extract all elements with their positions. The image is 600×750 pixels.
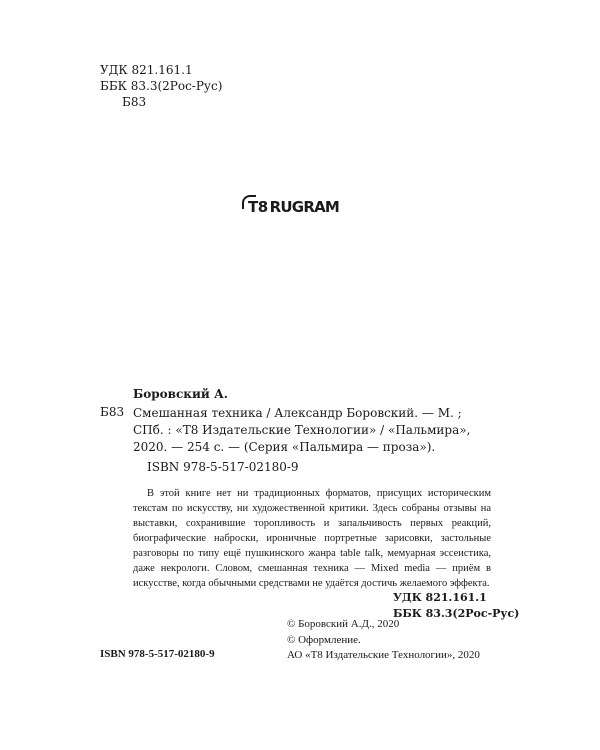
logo-mark: Т8: [244, 198, 268, 216]
isbn-footer: ISBN 978-5-517-02180-9: [100, 648, 215, 660]
isbn-record: ISBN 978-5-517-02180-9: [147, 460, 299, 474]
bibliographic-description: Смешанная техника / Александр Боровский. — М. ; СПб. : «Т8 Издательские Технологии» / «Пальмира», 2020. — 254 с. — (Серия «Пальмира — проза»).: [133, 406, 471, 454]
bbk-code: ББК 83.3(2Рос-Рус): [100, 79, 223, 93]
author-mark-record: Б83: [100, 405, 125, 419]
copyright-design: © Оформление.: [287, 633, 361, 646]
copyright-block: [287, 617, 480, 664]
udk-code: УДК 821.161.1: [393, 591, 487, 604]
book-abstract: В этой книге нет ни традиционных форматов, присущих историческим текстам по искусству, ни художественной критики. Здесь собраны отзывы на выставки, сохранившие торопливость и запальчивость первых реакций, биографические наброски, ироничные портретные зарисовки, застольные разговоры по типу ещё пушкинского жанра table talk, мемуарная эссеистика, даже некрологи. Словом, смешанная техника — Mixed media — приём в искусстве, когда обычными средствами не удаётся достичь желаемого эффекта.: [133, 488, 491, 589]
publisher-logo: [244, 198, 339, 216]
author-heading: Боровский А.: [133, 387, 228, 401]
copyright-publisher: АО «Т8 Издательские Технологии», 2020: [287, 649, 480, 661]
udk-code: УДК 821.161.1: [100, 63, 193, 77]
classification-block-top: [100, 62, 222, 110]
logo-name: RUGRAM: [269, 198, 340, 216]
bbk-code: ББК 83.3(2Рос-Рус): [393, 607, 520, 620]
copyright-author: © Боровский А.Д., 2020: [287, 618, 400, 630]
author-mark: Б83: [122, 95, 147, 109]
